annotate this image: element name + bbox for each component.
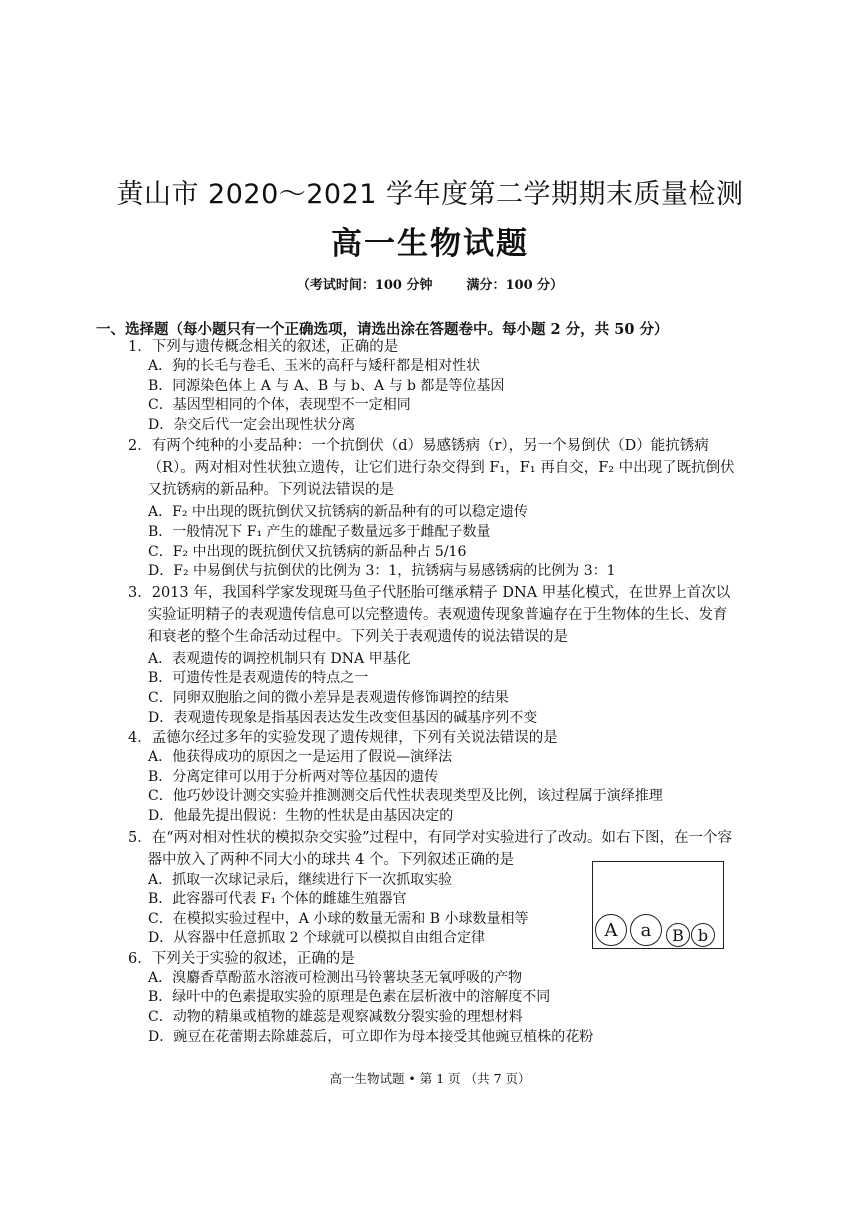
option-d: D．表观遗传现象是指基因表达发生改变但基因的碱基序列不变 bbox=[148, 709, 538, 726]
question-6 bbox=[128, 949, 738, 1047]
option-c: C．动物的精巢或植物的雄蕊是观察减数分裂实验的理想材料 bbox=[148, 1009, 523, 1026]
option-b: B．同源染色体上 A 与 A、B 与 b、A 与 b 都是等位基因 bbox=[148, 377, 505, 394]
option-b: B．此容器可代表 F₁ 个体的雌雄生殖器官 bbox=[148, 891, 407, 908]
question-3 bbox=[128, 582, 738, 728]
option-a: A．溴麝香草酚蓝水溶液可检测出马铃薯块茎无氧呼吸的产物 bbox=[148, 969, 523, 986]
option-d: D．杂交后代一定会出现性状分离 bbox=[148, 416, 356, 433]
option-c: C．在模拟实验过程中，A 小球的数量无需和 B 小球数量相等 bbox=[148, 910, 529, 927]
option-list bbox=[128, 650, 738, 728]
option-c: C．基因型相同的个体，表现型不一定相同 bbox=[148, 397, 411, 414]
option-a: A．狗的长毛与卷毛、玉米的高秆与矮秆都是相对性状 bbox=[148, 358, 481, 374]
question-stem: 5．在“两对相对性状的模拟杂交实验”过程中，有同学对实验进行了改动。如右下图，在一个容器中放入了两种不同大小的球共 4 个。下列叙述正确的是 bbox=[128, 829, 733, 868]
ball-big-b: B bbox=[666, 923, 690, 947]
option-a: A．表观遗传的调控机制只有 DNA 甲基化 bbox=[148, 650, 411, 667]
question-4 bbox=[128, 728, 738, 826]
option-list bbox=[128, 871, 568, 949]
question-stem: 6．下列关于实验的叙述，正确的是 bbox=[128, 950, 355, 967]
option-b: B．一般情况下 F₁ 产生的雄配子数量远多于雌配子数量 bbox=[148, 523, 491, 540]
exam-time: （考试时间：100 分钟 bbox=[296, 278, 433, 293]
exam-subtitle: 高一生物试题 bbox=[331, 226, 529, 262]
full-score: 满分：100 分） bbox=[466, 278, 564, 293]
option-d: D．F₂ 中易倒伏与抗倒伏的比例为 3：1，抗锈病与易感锈病的比例为 3：1 bbox=[148, 563, 616, 580]
question-1 bbox=[128, 337, 738, 435]
question-stem: 1．下列与遗传概念相关的叙述，正确的是 bbox=[128, 339, 399, 355]
ball-big-a: A bbox=[595, 914, 627, 946]
page-footer: 高一生物试题 • 第 1 页 （共 7 页） bbox=[329, 1071, 531, 1086]
option-list bbox=[128, 503, 738, 581]
question-stem: 2．有两个纯种的小麦品种：一个抗倒伏（d）易感锈病（r），另一个易倒伏（D）能抗锈病（R）。两对相对性状独立遗传，让它们进行杂交得到 F₁，F₁ 再自交，F₂ 中出现了既抗倒伏又抗锈病的新品种。下列说法错误的是 bbox=[128, 438, 735, 499]
option-a: A．F₂ 中出现的既抗倒伏又抗锈病的新品种有的可以稳定遗传 bbox=[148, 504, 528, 521]
option-d: D．他最先提出假说：生物的性状是由基因决定的 bbox=[148, 807, 454, 824]
question-stem: 3．2013 年，我国科学家发现斑马鱼子代胚胎可继承精子 DNA 甲基化模式，在世界上首次以实验证明精子的表观遗传信息可以完整遗传。表观遗传现象普遍存在于生物体的生长、发育和衰老的整个生命活动过程中。下列关于表观遗传的说法错误的是 bbox=[128, 584, 731, 645]
option-c: C．同卵双胞胎之间的微小差异是表观遗传修饰调控的结果 bbox=[148, 689, 509, 706]
section-title: 一、选择题（每小题只有一个正确选项，请选出涂在答题卷中。每小题 2 分，共 50 分） bbox=[96, 321, 669, 338]
option-d: D．从容器中任意抓取 2 个球就可以模拟自由组合定律 bbox=[148, 930, 486, 947]
option-list bbox=[128, 748, 738, 826]
question-2 bbox=[128, 435, 738, 581]
ball-container-figure bbox=[592, 861, 724, 949]
option-a: A．他获得成功的原因之一是运用了假说—演绎法 bbox=[148, 749, 453, 766]
option-c: C．F₂ 中出现的既抗倒伏又抗锈病的新品种占 5/16 bbox=[148, 543, 467, 560]
option-b: B．可遗传性是表观遗传的特点之一 bbox=[148, 670, 369, 687]
option-d: D．豌豆在花蕾期去除雄蕊后，可立即作为母本接受其他豌豆植株的花粉 bbox=[148, 1028, 594, 1045]
option-list bbox=[128, 969, 738, 1047]
option-a: A．抓取一次球记录后，继续进行下一次抓取实验 bbox=[148, 871, 453, 888]
question-stem: 4．孟德尔经过多年的实验发现了遗传规律，下列有关说法错误的是 bbox=[128, 730, 558, 747]
option-b: B．绿叶中的色素提取实验的原理是色素在层析液中的溶解度不同 bbox=[148, 989, 551, 1006]
exam-title: 黄山市 2020～2021 学年度第二学期期末质量检测 bbox=[116, 179, 744, 210]
exam-meta bbox=[0, 274, 860, 293]
option-c: C．他巧妙设计测交实验并推测测交后代性状表现类型及比例，该过程属于演绎推理 bbox=[148, 788, 663, 805]
ball-small-b: b bbox=[691, 923, 715, 947]
option-b: B．分离定律可以用于分析两对等位基因的遗传 bbox=[148, 768, 439, 785]
ball-small-a: a bbox=[630, 914, 662, 946]
option-list bbox=[128, 357, 738, 435]
